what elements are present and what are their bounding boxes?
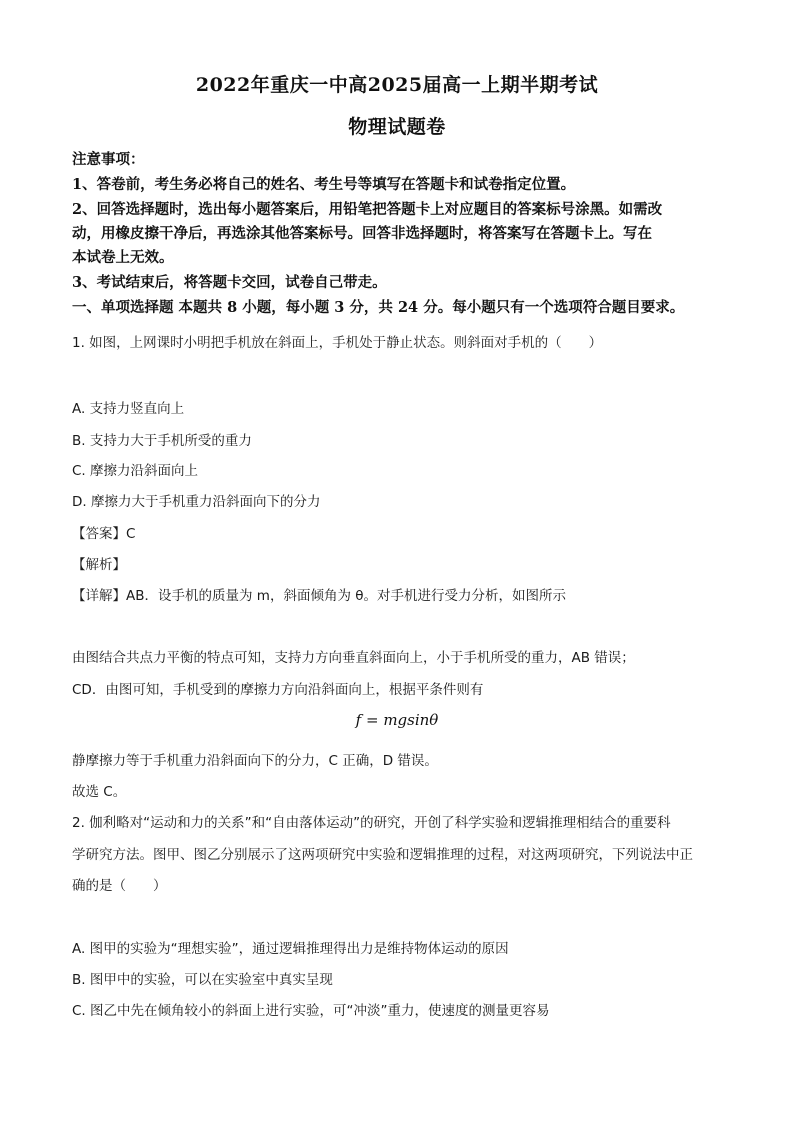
page-title: 2022年重庆一中高2025届高一上期半期考试: [195, 74, 599, 96]
question-1-answer: 【答案】C: [72, 526, 136, 542]
question-2-stem-line-1: 2. 伽利略对“运动和力的关系”和“自由落体运动”的研究，开创了科学实验和逻辑推理相结合的重要科: [72, 815, 671, 831]
question-1-explanation-line-2: CD．由图可知，手机受到的摩擦力方向沿斜面向上，根据平条件则有: [72, 682, 484, 698]
page-subtitle: 物理试题卷: [348, 116, 446, 138]
question-2-option-a: A. 图甲的实验为“理想实验”，通过逻辑推理得出力是维持物体运动的原因: [72, 941, 509, 957]
question-1-option-d: D. 摩擦力大于手机重力沿斜面向下的分力: [72, 494, 321, 510]
question-1-option-b: B. 支持力大于手机所受的重力: [72, 433, 252, 449]
question-2-option-c: C. 图乙中先在倾角较小的斜面上进行实验，可“冲淡”重力，使速度的测量更容易: [72, 1003, 550, 1019]
question-2-stem-line-3: 确的是（ ）: [72, 878, 167, 894]
question-1-detail: 【详解】AB．设手机的质量为 m，斜面倾角为 θ。对手机进行受力分析，如图所示: [72, 588, 566, 604]
notes-item-1: 1、答卷前，考生务必将自己的姓名、考生号等填写在答题卡和试卷指定位置。: [72, 176, 576, 193]
notes-item-2-line-2: 动，用橡皮擦干净后，再选涂其他答案标号。回答非选择题时，将答案写在答题卡上。写在: [72, 225, 652, 242]
notes-item-2-line-1: 2、回答选择题时，选出每小题答案后，用铅笔把答题卡上对应题目的答案标号涂黑。如需改: [72, 201, 663, 218]
question-2-option-b: B. 图甲中的实验，可以在实验室中真实呈现: [72, 972, 333, 988]
question-1-conclusion: 故选 C。: [72, 784, 127, 800]
notes-heading: 注意事项：: [72, 151, 145, 168]
question-2-stem-line-2: 学研究方法。图甲、图乙分别展示了这两项研究中实验和逻辑推理的过程，对这两项研究，下列说法中正: [72, 847, 693, 863]
question-1-stem: 1. 如图，上网课时小明把手机放在斜面上，手机处于静止状态。则斜面对手机的（ ）: [72, 335, 603, 351]
question-1-explanation-line-1: 由图结合共点力平衡的特点可知，支持力方向垂直斜面向上，小于手机所受的重力，AB 错误；: [72, 650, 635, 666]
question-1-option-a: A. 支持力竖直向上: [72, 401, 185, 417]
friction-formula: f = mgsinθ: [355, 711, 439, 729]
section-heading: 一、单项选择题 本题共 8 小题，每小题 3 分，共 24 分。每小题只有一个选项符合题目要求。: [72, 299, 685, 316]
question-1-explanation-line-3: 静摩擦力等于手机重力沿斜面向下的分力，C 正确，D 错误。: [72, 753, 438, 769]
notes-item-2-line-3: 本试卷上无效。: [72, 249, 174, 266]
notes-item-3: 3、考试结束后，将答题卡交回，试卷自己带走。: [72, 274, 387, 291]
question-1-option-c: C. 摩擦力沿斜面向上: [72, 463, 199, 479]
question-1-analysis-heading: 【解析】: [72, 557, 126, 573]
